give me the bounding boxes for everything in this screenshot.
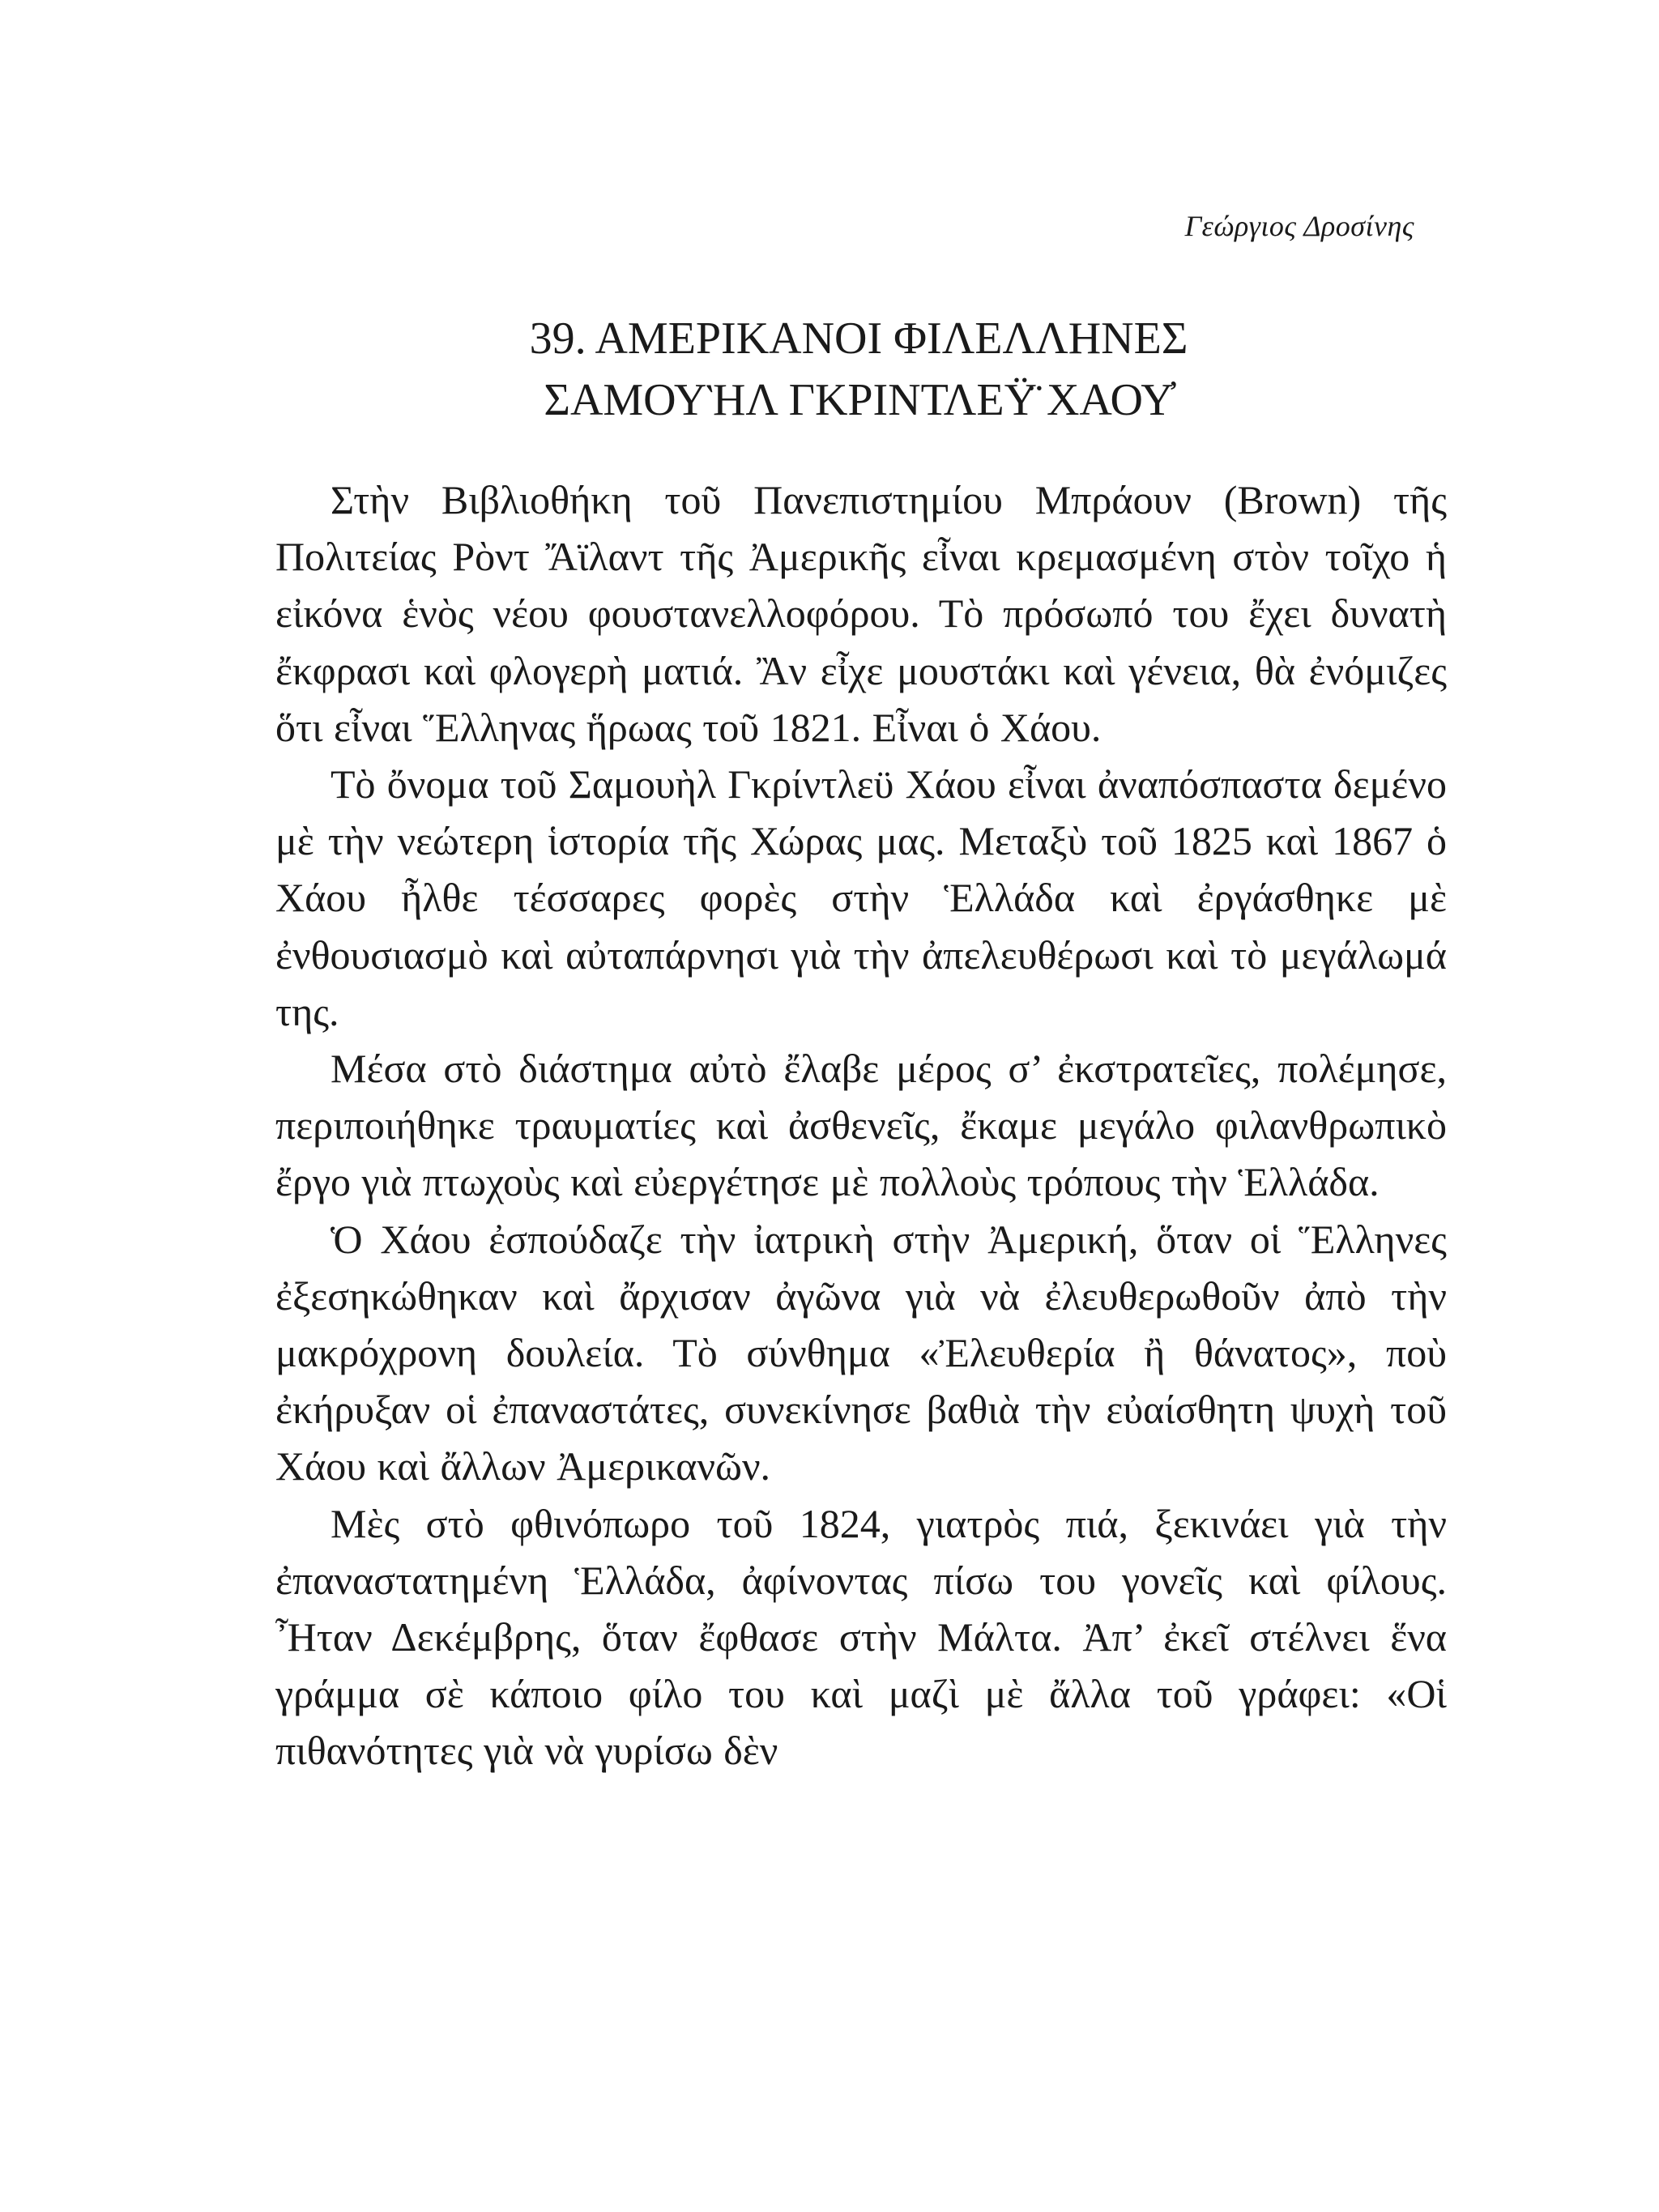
paragraph-4: Ὁ Χάου ἐσπούδαζε τὴν ἰατρικὴ στὴν Ἀμερική, ὅταν οἱ Ἕλληνες ἐξεσηκώθηκαν καὶ ἄρχισαν ἀγῶνα γιὰ νὰ ἐλευθερωθοῦν ἀπὸ τὴν μακρόχρονη δουλεία. Τὸ σύνθημα «Ἐλευθερία ἢ θάνατος», ποὺ ἐκήρυξαν οἱ ἐπαναστάτες, συνεκίνησε βαθιὰ τὴν εὐαίσθητη ψυχὴ τοῦ Χάου καὶ ἄλλων Ἀμερικανῶν.	[275, 1216, 1447, 1490]
paragraph-2: Τὸ ὄνομα τοῦ Σαμουὴλ Γκρίντλεϋ Χάου εἶναι ἀναπόσπαστα δεμένο μὲ τὴν νεώτερη ἱστορία τῆς Χώρας μας. Μεταξὺ τοῦ 1825 καὶ 1867 ὁ Χάου ἦλθε τέσσαρες φορὲς στὴν Ἑλλάδα καὶ ἐργάσθηκε μὲ ἐνθουσιασμὸ καὶ αὐταπάρνησι γιὰ τὴν ἀπελευθέρωσι καὶ τὸ μεγάλωμά της.	[275, 761, 1447, 1034]
paragraph-3: Μέσα στὸ διάστημα αὐτὸ ἔλαβε μέρος σ’ ἐκστρατεῖες, πολέμησε, περιποιήθηκε τραυματίες καὶ ἀσθενεῖς, ἔκαμε μεγάλο φιλανθρωπικὸ ἔργο γιὰ πτωχοὺς καὶ εὐεργέτησε μὲ πολλοὺς τρόπους τὴν Ἑλλάδα.	[275, 1046, 1447, 1205]
chapter-title	[275, 308, 1442, 431]
paragraph-1: Στὴν Βιβλιοθήκη τοῦ Πανεπιστημίου Μπράουν (Brown) τῆς Πολιτείας Ρὸντ Ἄϊλαντ τῆς Ἀμερικῆς εἶναι κρεμασμένη στὸν τοῖχο ἡ εἰκόνα ἑνὸς νέου φουστανελλοφόρου. Τὸ πρόσωπό του ἔχει δυνατὴ ἔκφρασι καὶ φλογερὴ ματιά. Ἂν εἶχε μουστάκι καὶ γένεια, θὰ ἐνόμιζες ὅτι εἶναι Ἕλληνας ἥρωας τοῦ 1821. Εἶναι ὁ Χάου.	[275, 477, 1447, 750]
chapter-title-line-2: ΣΑΜΟΥῊΛ ΓΚΡΙΝΤΛΕΫ̈ ΧΑΟΥ̓	[544, 375, 1174, 425]
body-text	[275, 471, 1447, 1779]
paragraph-5: Μὲς στὸ φθινόπωρο τοῦ 1824, γιατρὸς πιά, ξεκινάει γιὰ τὴν ἐπαναστατημένη Ἑλλάδα, ἀφίνοντας πίσω του γονεῖς καὶ φίλους. Ἦταν Δεκέμβρης, ὅταν ἔφθασε στὴν Μάλτα. Ἀπ’ ἐκεῖ στέλνει ἕνα γράμμα σὲ κάποιο φίλο του καὶ μαζὶ μὲ ἄλλα τοῦ γράφει: «Οἱ πιθανότητες γιὰ νὰ γυρίσω δὲν	[275, 1500, 1447, 1774]
chapter-title-line-1: 39. ΑΜΕΡΙΚΑΝΟΙ ΦΙΛΕΛΛΗΝΕΣ	[529, 313, 1188, 364]
running-header-author: Γεώργιος Δροσίνης	[1184, 210, 1414, 242]
